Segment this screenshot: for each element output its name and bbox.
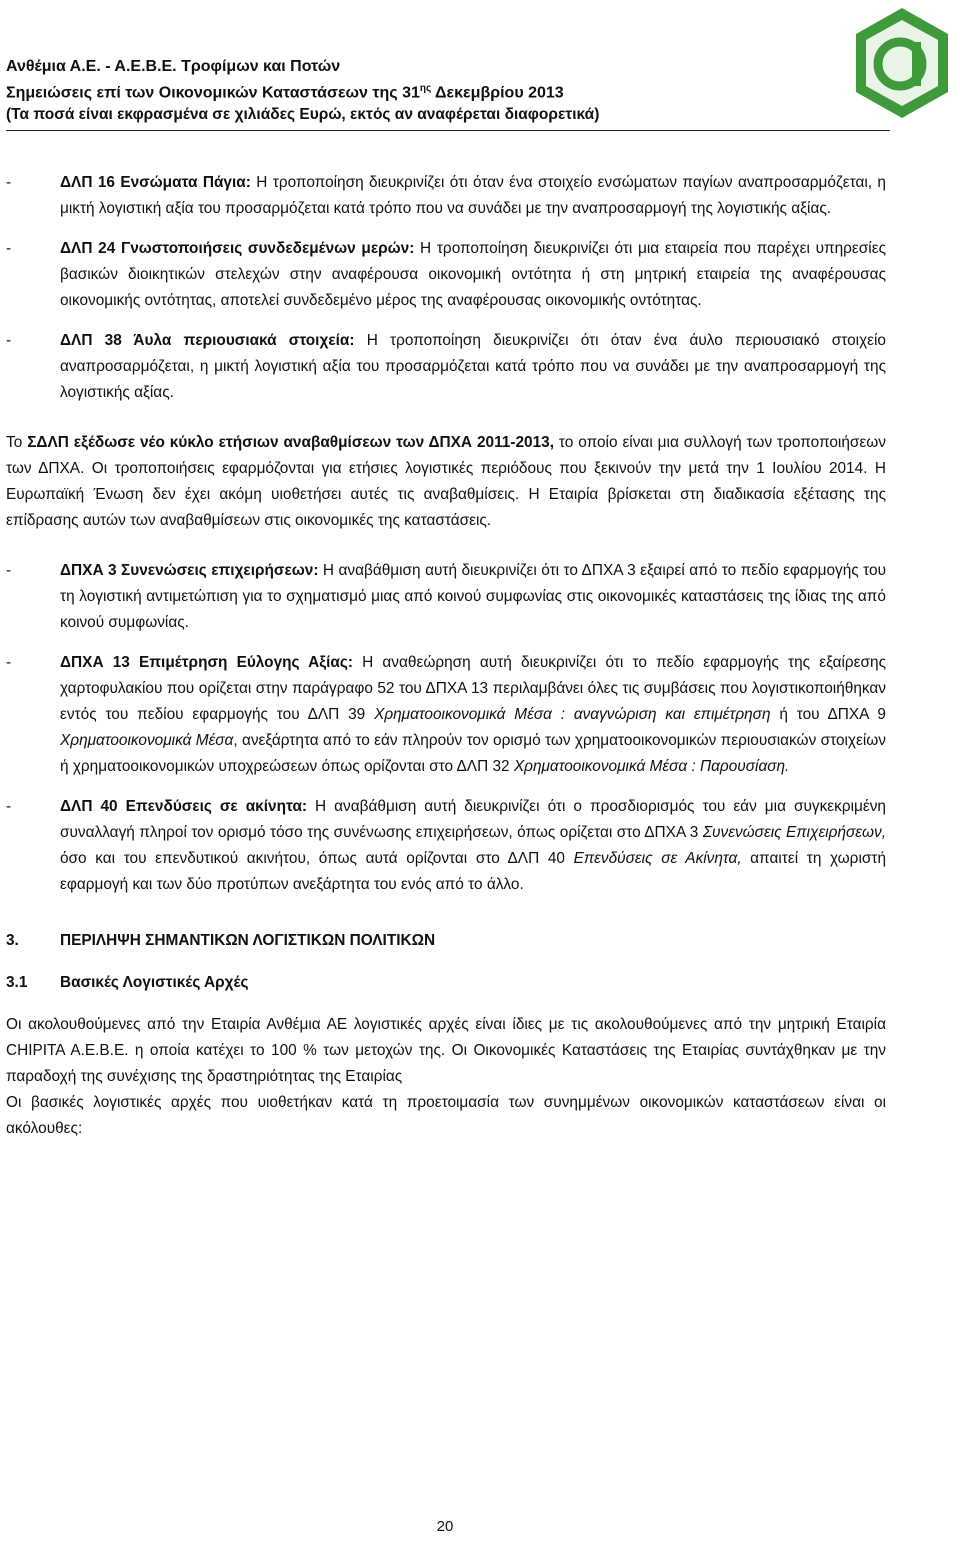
notes-title: Σημειώσεις επί των Οικονομικών Καταστάσεων της $31^{\eta\varsigma}$ Δεκεμβρίου 2013 (6, 83, 564, 102)
item-title: ΔΛΠ 24 Γνωστοποιήσεις συνδεδεμένων μερών: (60, 240, 415, 257)
item-title: ΔΠΧΑ 13 Επιμέτρηση Εύλογης Αξίας: (60, 654, 353, 671)
item-title: ΔΛΠ 16 Ενσώματα Πάγια: (60, 174, 251, 191)
company-name: Ανθέμια Α.Ε. - Α.Ε.Β.Ε. Τροφίμων και Ποτών (6, 58, 341, 75)
list-item: - ΔΛΠ 38 Άυλα περιουσιακά στοιχεία: Η τροποποίηση διευκρινίζει ότι όταν ένα άυλο περιουσιακό στοιχείο αναπροσαρμόζεται, η μικτή λογιστική αξία του προσαρμόζεται κατά τρόπο που να συνάδει με την αναπροσαρμογή της λογιστικής αξίας. (6, 332, 886, 401)
list-item: - ΔΛΠ 16 Ενσώματα Πάγια: Η τροποποίηση διευκρινίζει ότι όταν ένα στοιχείο ενσώματων παγίων αναπροσαρμόζεται, η μικτή λογιστική αξία του προσαρμόζεται κατά τρόπο που να συνάδει με την αναπροσαρμογή της λογιστικής αξίας. (6, 174, 886, 217)
page-header (6, 56, 846, 126)
list-item: - ΔΛΠ 40 Επενδύσεις σε ακίνητα: Η αναβάθμιση αυτή διευκρινίζει ότι ο προσδιορισμός του εάν μια συγκεκριμένη συναλλαγή πληροί τον ορισμό τόσο της συνένωσης επιχειρήσεων, όπως ορίζεται στο ΔΠΧΑ 3 Συνενώσεις Επιχειρήσεων, όσο και του επενδυτικού ακινήτου, όπως αυτά ορίζονται στο ΔΛΠ 40 Επενδύσεις σε Ακίνητα, απαιτεί τη χωριστή εφαρμογή και των δύο προτύπων ανεξάρτητα του ενός από το άλλο. (6, 798, 886, 893)
item-text: Η τροποποίηση διευκρινίζει ότι όταν ένα στοιχείο ενσώματων παγίων αναπροσαρμόζεται, η μικτή λογιστική αξία του προσαρμόζεται κατά τρόπο που να συνάδει με την αναπροσαρμογή της λογιστικής αξίας. (60, 174, 886, 217)
item-title: ΔΛΠ 38 Άυλα περιουσιακά στοιχεία: (60, 332, 355, 349)
amounts-note: (Τα ποσά είναι εκφρασμένα σε χιλιάδες Ευρώ, εκτός αν αναφέρεται διαφορετικά) (6, 106, 600, 124)
item-text: Η τροποποίηση διευκρινίζει ότι όταν ένα άυλο περιουσιακό στοιχείο αναπροσαρμόζεται, η μικτή λογιστική αξία του προσαρμόζεται κατά τρόπο που να συνάδει με την αναπροσαρμογή της λογιστικής αξίας. (60, 332, 886, 401)
list-item: - ΔΠΧΑ 13 Επιμέτρηση Εύλογης Αξίας: Η αναθεώρηση αυτή διευκρινίζει ότι το πεδίο εφαρμογής της εξαίρεσης χαρτοφυλακίου που ορίζεται στην παράγραφο 52 του ΔΠΧΑ 13 περιλαμβάνει όλες τις συμβάσεις που λογιστικοποιήθηκαν εντός του πεδίου εφαρμογής του ΔΛΠ 39 Χρηματοοικονομικά Μέσα : αναγνώριση και επιμέτρηση ή του ΔΠΧΑ 9 Χρηματοοικονομικά Μέσα, ανεξάρτητα από το εάν πληρούν τον ορισμό των χρηματοοικονομικών περιουσιακών στοιχείων ή χρηματοοικονομικών υποχρεώσεων όπως ορίζονται στο ΔΛΠ 32 Χρηματοοικονομικά Μέσα : Παρουσίαση. (6, 654, 886, 775)
intro-paragraph: Το ΣΔΛΠ εξέδωσε νέο κύκλο ετήσιων αναβαθμίσεων των ΔΠΧΑ 2011-2013, το οποίο είναι μια συλλογή των τροποποιήσεων των ΔΠΧΑ. Οι τροποποιήσεις εφαρμόζονται για ετήσιες λογιστικές περιόδους που ξεκινούν την μετά την 1 Ιουλίου 2014. Η Ευρωπαϊκή Ένωση δεν έχει ακόμη υιοθετήσει αυτές τις αναβαθμίσεις. Η Εταιρία βρίσκεται στη διαδικασία εξέτασης της επίδρασης αυτών των αναβαθμίσεων στις οικονομικές της καταστάσεις. (6, 434, 886, 529)
document-body (6, 170, 886, 1142)
header-divider (6, 130, 890, 131)
section-heading: 3. ΠΕΡΙΛΗΨΗ ΣΗΜΑΝΤΙΚΩΝ ΛΟΓΙΣΤΙΚΩΝ ΠΟΛΙΤΙΚΩΝ (6, 932, 436, 949)
item-text: Η τροποποίηση διευκρινίζει ότι μια εταιρεία που παρέχει υπηρεσίες βασικών διοικητικών στελεχών στην αναφέρουσα οικονομική οντότητα ή στη μητρική εταιρεία της αναφέρουσας οικονομικής οντότητας, αποτελεί συνδεδεμένο μέρος της αναφέρουσας οικονομικής οντότητας. (60, 240, 886, 309)
closing-paragraph: Οι ακολουθούμενες από την Εταιρία Ανθέμια ΑΕ λογιστικές αρχές είναι ίδιες με τις ακολουθούμενες από την μητρική Εταιρία CHIPITA A.E.B.E. η οποία κατέχει το 100 % των μετοχών της. Οι Οικονομικές Καταστάσεις της Εταιρίας συντάχθηκαν με την παραδοχή της συνέχισης της δραστηριότητας της Εταιρίας (6, 1016, 886, 1085)
item-text: Η αναβάθμιση αυτή διευκρινίζει ότι το ΔΠΧΑ 3 εξαιρεί από το πεδίο εφαρμογής του τη λογιστική αντιμετώπιση για το σχηματισμό μιας από κοινού συμφωνίας στις οικονομικές καταστάσεις της ίδιας της από κοινού συμφωνίας. (60, 562, 886, 631)
list-item: - ΔΠΧΑ 3 Συνενώσεις επιχειρήσεων: Η αναβάθμιση αυτή διευκρινίζει ότι το ΔΠΧΑ 3 εξαιρεί από το πεδίο εφαρμογής του τη λογιστική αντιμετώπιση για το σχηματισμό μιας από κοινού συμφωνίας στις οικονομικές καταστάσεις της ίδιας της από κοινού συμφωνίας. (6, 562, 886, 631)
list-item: - ΔΛΠ 24 Γνωστοποιήσεις συνδεδεμένων μερών: Η τροποποίηση διευκρινίζει ότι μια εταιρεία που παρέχει υπηρεσίες βασικών διοικητικών στελεχών στην αναφέρουσα οικονομική οντότητα ή στη μητρική εταιρεία της αναφέρουσας οικονομικής οντότητας, αποτελεί συνδεδεμένο μέρος της αναφέρουσας οικονομικής οντότητας. (6, 240, 886, 309)
closing-paragraph: Οι βασικές λογιστικές αρχές που υιοθετήκαν κατά τη προετοιμασία των συνημμένων οικονομικών καταστάσεων είναι οι ακόλουθες: (6, 1094, 886, 1137)
company-logo (852, 6, 952, 122)
item-title: ΔΠΧΑ 3 Συνενώσεις επιχειρήσεων: (60, 562, 319, 579)
subsection-heading: 3.1 Βασικές Λογιστικές Αρχές (6, 974, 249, 991)
item-title: ΔΛΠ 40 Επενδύσεις σε ακίνητα: (60, 798, 308, 815)
page-number: 20 (436, 1518, 454, 1535)
